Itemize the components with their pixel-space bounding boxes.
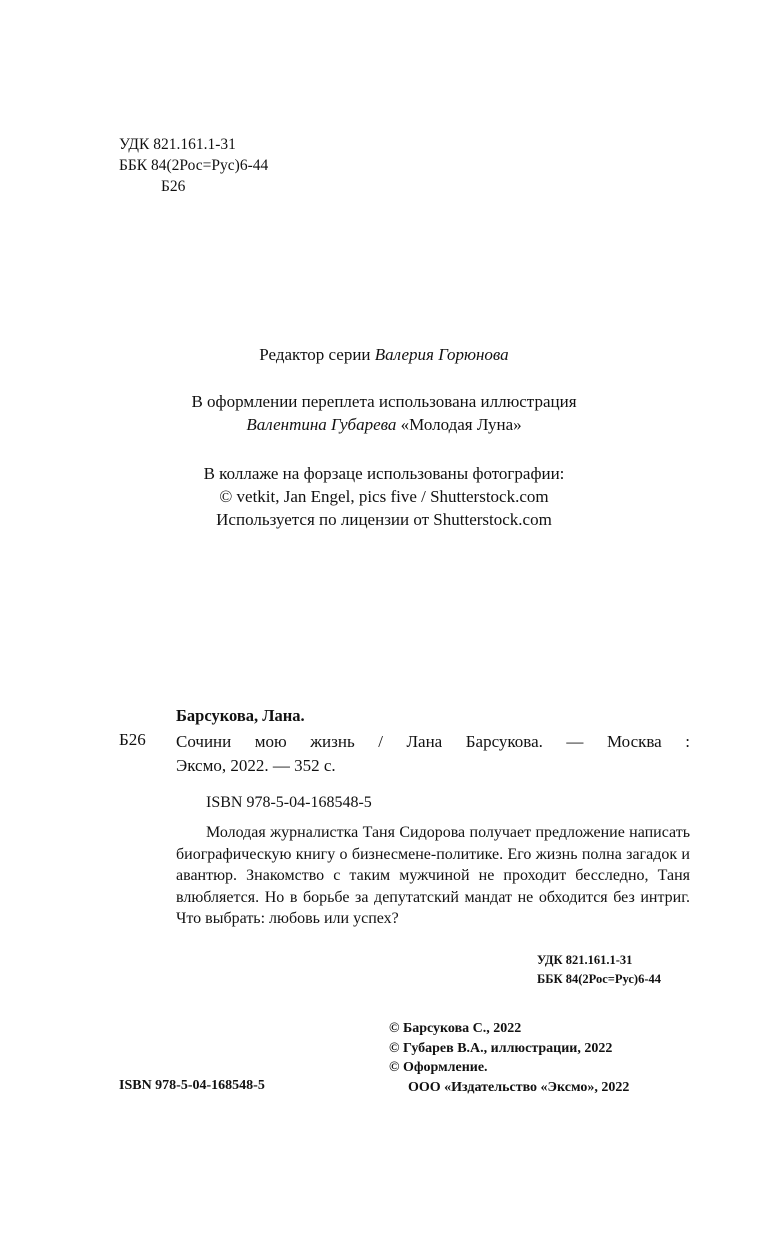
card-codes [537,951,661,988]
udk-code: УДК 821.161.1-31 [119,136,236,153]
card-description [176,730,690,778]
copyright-design: © Оформление. [389,1060,488,1075]
copyright-illustrator: © Губарев В.А., иллюстрации, 2022 [389,1040,613,1056]
author-mark-code: Б26 [161,178,186,195]
cover-line: В оформлении переплета использована иллюстрация [191,392,577,411]
cover-artist-line [0,413,768,436]
cover-title: «Молодая Луна» [396,415,522,434]
isbn-bottom: ISBN 978-5-04-168548-5 [119,1078,265,1093]
card-isbn: ISBN 978-5-04-168548-5 [206,794,372,811]
photo-credits: © vetkit, Jan Engel, pics five / Shutterstock.com [219,487,549,506]
copyright-block [389,1019,629,1097]
cover-illustration-credit [0,390,768,436]
cover-artist: Валентина Губарева [246,415,397,434]
collage-photo-credit [0,462,768,531]
card-udk: УДК 821.161.1-31 [537,953,633,967]
card-description-line1: Сочини мою жизнь / Лана Барсукова. — Москва : [176,732,690,751]
series-editor-name: Валерия Горюнова [374,345,509,364]
collage-line: В коллаже на форзаце использованы фотографии: [203,464,565,483]
annotation [176,822,690,930]
classification-block [119,134,268,197]
card-author: Барсукова, Лана. [176,706,305,725]
card-author-mark: Б26 [119,730,146,749]
annotation-text: Молодая журналистка Таня Сидорова получает предложение написать биографическую книгу о бизнесмене-политике. Его жизнь полна загадок и авантюр. Знакомство с таким мужчиной не проходит бесследно, Таня влюбляется. Но в борьбе за депутатский мандат не обходится без интриг. Что выбрать: любовь или успех? [176,824,690,927]
copyright-author: © Барсукова С., 2022 [389,1021,522,1036]
copyright-publisher: ООО «Издательство «Эксмо», 2022 [408,1079,630,1095]
card-bbk: ББК 84(2Рос=Рус)6-44 [537,971,661,986]
series-editor-label: Редактор серии [259,345,375,364]
license-line: Используется по лицензии от Shutterstock.com [216,510,552,529]
series-editor-credit [0,343,768,366]
bbk-code: ББК 84(2Рос=Рус)6-44 [119,157,269,174]
card-description-line2: Эксмо, 2022. — 352 с. [176,756,336,775]
